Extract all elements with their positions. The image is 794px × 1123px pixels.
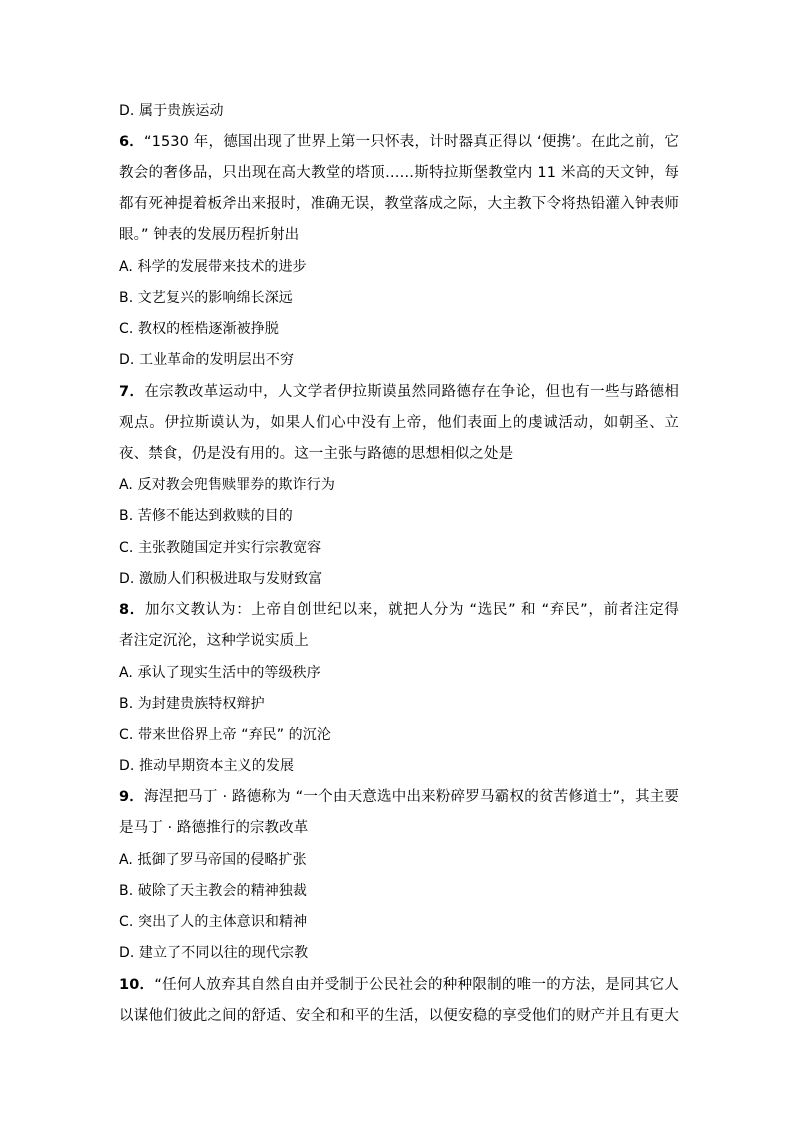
q6-stem-line-3: 都有死神提着板斧出来报时，准确无误，教堂落成之际，大主教下令将热铅灌入钟表师: [119, 196, 679, 212]
q7-stem-line-2: 观点。伊拉斯谟认为，如果人们心中没有上帝，他们表面上的虔诚活动，如朝圣、立: [119, 415, 679, 431]
q8-stem-text-1: 加尔文教认为：上帝自创世纪以来，就把人分为 “选民” 和 “弃民”，前者注定得: [145, 602, 679, 618]
q9-stem-line-1: [119, 787, 679, 807]
q6-stem-line-4: 眼。” 钟表的发展历程折射出: [119, 227, 300, 243]
q10-stem-text-1: “任何人放弃其自然自由并受制于公民社会的种种限制的唯一的方法，是同其它人: [154, 977, 679, 993]
q7-option-d: D. 激励人们积极进取与发财致富: [119, 571, 323, 587]
q8-option-c: C. 带来世俗界上帝 “弃民” 的沉沦: [119, 727, 331, 743]
q8-option-d: D. 推动早期资本主义的发展: [119, 758, 295, 774]
q8-stem-line-2: 者注定沉沦，这种学说实质上: [119, 633, 309, 649]
q8-stem-line-1: [119, 600, 679, 620]
q6-number: 6．: [119, 134, 145, 150]
q6-option-a: A. 科学的发展带来技术的进步: [119, 259, 307, 275]
q9-number: 9．: [119, 789, 145, 805]
q5-option-d: D. 属于贵族运动: [119, 103, 224, 119]
q6-stem-line-1: [119, 132, 679, 152]
q8-number: 8．: [119, 602, 145, 618]
q6-stem-line-2: 教会的奢侈品，只出现在高大教堂的塔顶……斯特拉斯堡教堂内 11 米高的天文钟，每: [119, 165, 679, 181]
q8-option-b: B. 为封建贵族特权辩护: [119, 696, 265, 712]
q6-option-b: B. 文艺复兴的影响绵长深远: [119, 290, 293, 306]
q8-option-a: A. 承认了现实生活中的等级秩序: [119, 665, 321, 681]
q9-option-a: A. 抵御了罗马帝国的侵略扩张: [119, 852, 307, 868]
q10-number: 10．: [119, 977, 155, 993]
q6-option-c: C. 教权的桎梏逐渐被挣脱: [119, 321, 279, 337]
q7-number: 7．: [119, 384, 145, 400]
q10-stem-line-1: [119, 975, 679, 995]
q10-stem-line-2: 以谋他们彼此之间的舒适、安全和和平的生活，以便安稳的享受他们的财产并且有更大: [119, 1008, 679, 1024]
q7-option-a: A. 反对教会兜售赎罪券的欺诈行为: [119, 477, 335, 493]
q7-stem-text-1: 在宗教改革运动中，人文学者伊拉斯谟虽然同路德存在争论，但也有一些与路德相: [144, 384, 679, 400]
q9-option-c: C. 突出了人的主体意识和精神: [119, 914, 308, 930]
q7-stem-line-3: 夜、禁食，仍是没有用的。这一主张与路德的思想相似之处是: [119, 446, 514, 462]
q9-stem-line-2: 是马丁 · 路德推行的宗教改革: [119, 820, 309, 836]
q9-stem-text-1: 海涅把马丁 · 路德称为 “一个由天意选中出来粉碎罗马霸权的贫苦修道士”，其主要: [144, 789, 679, 805]
q9-option-b: B. 破除了天主教会的精神独裁: [119, 883, 308, 899]
q7-stem-line-1: [119, 382, 679, 402]
q9-option-d: D. 建立了不同以往的现代宗教: [119, 945, 309, 961]
q7-option-c: C. 主张教随国定并实行宗教宽容: [119, 540, 322, 556]
q7-option-b: B. 苦修不能达到救赎的目的: [119, 508, 293, 524]
q6-stem-text-1: “1530 年，德国出现了世界上第一只怀表，计时器真正得以 ‘便携’。在此之前，它: [144, 134, 679, 150]
q6-option-d: D. 工业革命的发明层出不穷: [119, 352, 295, 368]
